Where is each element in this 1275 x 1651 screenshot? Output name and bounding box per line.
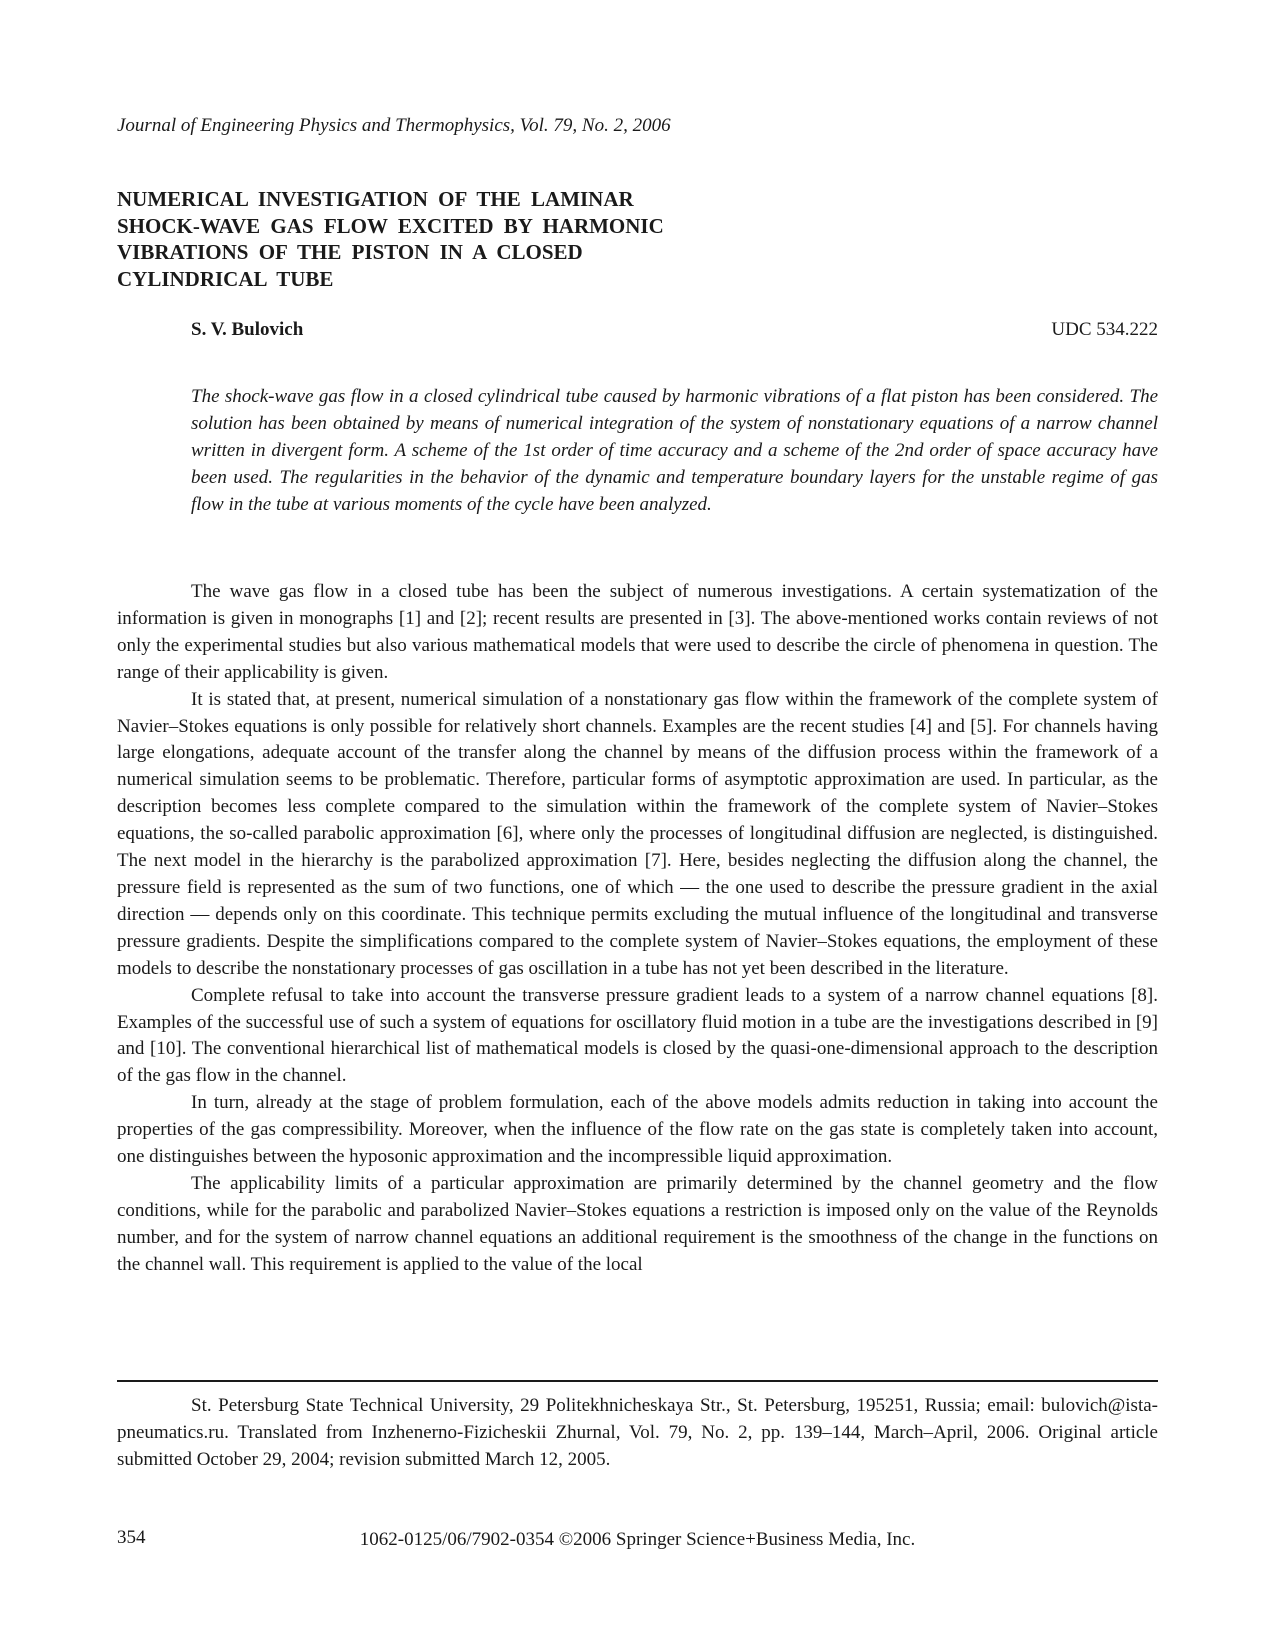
copyright-line: 1062-0125/06/7902-0354 ©2006 Springer Science+Business Media, Inc. [359, 1529, 916, 1550]
affiliation-footnote: St. Petersburg State Technical University, 29 Politekhnicheskaya Str., St. Petersburg, 195251, Russia; email: bulovich@ista-pneumatics.ru. Translated from Inzhenerno-Fizicheskii Zhurnal, Vol. 79, No. 2, pp. 139–144, March–April, 2006. Original article submitted October 29, 2004; revision submitted March 12, 2005. [117, 1395, 1158, 1470]
abstract: The shock-wave gas flow in a closed cylindrical tube caused by harmonic vibrations of a flat piston has been considered. The solution has been obtained by means of numerical integration of the system of nonstationary equations of a narrow channel written in divergent form. A scheme of the 1st order of time accuracy and a scheme of the 2nd order of space accuracy have been used. The regularities in the behavior of the dynamic and temperature boundary layers for the unstable regime of gas flow in the tube at various moments of the cycle have been analyzed. [191, 386, 1158, 515]
footnote-divider [117, 1380, 1158, 1382]
udc-code: UDC 534.222 [1051, 319, 1158, 340]
title-line: VIBRATIONS OF THE PISTON IN A CLOSED [117, 240, 583, 264]
journal-header: Journal of Engineering Physics and Thermophysics, Vol. 79, No. 2, 2006 [117, 115, 671, 136]
page-number: 354 [117, 1527, 146, 1548]
body-text [117, 579, 1158, 1279]
title-line: NUMERICAL INVESTIGATION OF THE LAMINAR [117, 187, 634, 211]
body-paragraph: It is stated that, at present, numerical simulation of a nonstationary gas flow within the framework of the complete system of Navier–Stokes equations is only possible for relatively short channels. Examples are the recent studies [4] and [5]. For channels having large elongations, adequate account of the transfer along the channel by means of the diffusion process within the framework of a numerical simulation seems to be problematic. Therefore, particular forms of asymptotic approximation are used. In particular, as the description becomes less complete compared to the simulation within the framework of the complete system of Navier–Stokes equations, the so-called parabolic approximation [6], where only the processes of longitudinal diffusion are neglected, is distinguished. The next model in the hierarchy is the parabolized approximation [7]. Here, besides neglecting the diffusion along the channel, the pressure field is represented as the sum of two functions, one of which — the one used to describe the pressure gradient in the axial direction — depends only on this coordinate. This technique permits excluding the mutual influence of the longitudinal and transverse pressure gradients. Despite the simplifications compared to the complete system of Navier–Stokes equations, the employment of these models to describe the nonstationary processes of gas oscillation in a tube has not yet been described in the literature. [117, 688, 1158, 979]
body-paragraph: The applicability limits of a particular approximation are primarily determined by the channel geometry and the flow conditions, while for the parabolic and parabolized Navier–Stokes equations a restriction is imposed only on the value of the Reynolds number, and for the system of narrow channel equations an additional requirement is the smoothness of the change in the functions on the channel wall. This requirement is applied to the value of the local [117, 1172, 1158, 1275]
paper-page [117, 0, 1158, 1651]
body-paragraph: Complete refusal to take into account the transverse pressure gradient leads to a system of a narrow channel equations [8]. Examples of the successful use of such a system of equations for oscillatory fluid motion in a tube are the investigations described in [9] and [10]. The conventional hierarchical list of mathematical models is closed by the quasi-one-dimensional approach to the description of the gas flow in the channel. [117, 984, 1158, 1087]
title-line: CYLINDRICAL TUBE [117, 266, 334, 291]
author-name: S. V. Bulovich [191, 319, 304, 340]
body-paragraph: The wave gas flow in a closed tube has been the subject of numerous investigations. A certain systematization of the information is given in monographs [1] and [2]; recent results are presented in [3]. The above-mentioned works contain reviews of not only the experimental studies but also various mathematical models that were used to describe the circle of phenomena in question. The range of their applicability is given. [117, 581, 1158, 683]
author-row [191, 318, 1158, 342]
article-title [117, 186, 664, 292]
title-line: SHOCK-WAVE GAS FLOW EXCITED BY HARMONIC [117, 213, 664, 238]
body-paragraph: In turn, already at the stage of problem formulation, each of the above models admits reduction in taking into account the properties of the gas compressibility. Moreover, when the influence of the flow rate on the gas state is completely taken into account, one distinguishes between the hyposonic approximation and the incompressible liquid approximation. [117, 1092, 1158, 1168]
